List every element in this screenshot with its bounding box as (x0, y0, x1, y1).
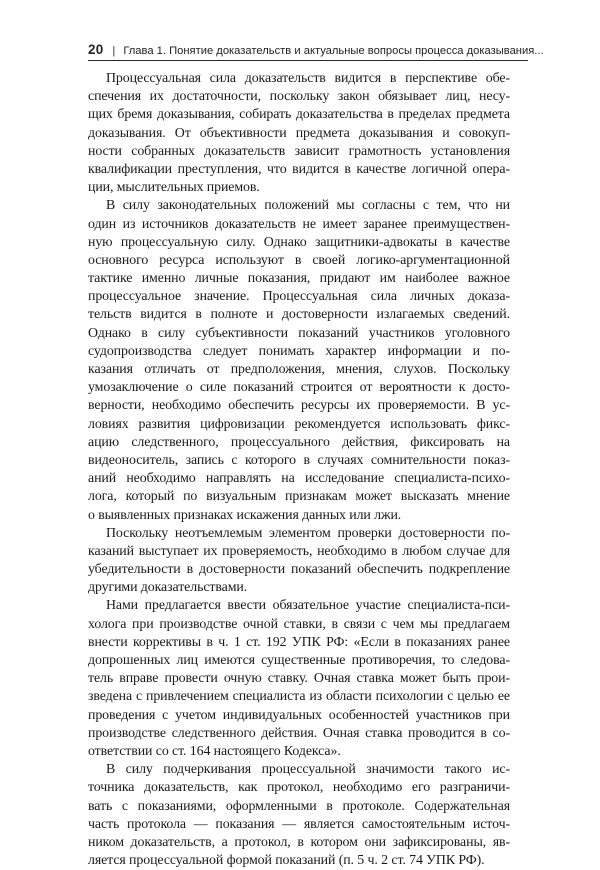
paragraph (88, 525, 510, 598)
text-line: спечения их достаточности, поскольку закон обязывает лиц, несу- (88, 89, 510, 105)
text-line: холога при производстве очной ставки, в связи с чем мы предлагаем (88, 616, 510, 632)
text-line: другими доказательствами. (88, 580, 248, 596)
body-text (88, 70, 510, 870)
paragraph (88, 70, 510, 197)
header-rule (88, 60, 528, 61)
text-line: В силу подчеркивания процессуальной значимости такого ис- (106, 762, 510, 778)
text-line: казания отличать от предположения, мнения, слухов. Поскольку (88, 362, 510, 377)
text-line: Нами предлагается ввести обязательное участие специалиста-пси- (106, 598, 510, 614)
text-line: ацию следственного, процессуального действия, фиксировать на (88, 434, 510, 450)
text-line: о выявленных признаках искажения данных или лжи. (88, 507, 402, 523)
text-line: тактике именно личные показания, придают им наиболее важное (88, 271, 510, 287)
text-line: умозаключение о силе показаний строится от вероятности к досто- (88, 380, 510, 396)
paragraph (88, 761, 510, 870)
text-line: основного ресурса используют в своей логико-аргументационной (88, 252, 510, 268)
paragraph (88, 597, 510, 761)
text-line: часть протокола — показания — является самостоятельным источ- (88, 816, 510, 832)
text-line: казаний выступает их проверяемость, необходимо в любом случае для (88, 543, 510, 559)
text-line: лога, который по визуальным признакам может высказать мнение (88, 489, 510, 505)
paragraph (88, 197, 510, 524)
text-line: ляется процессуальной формой показаний (п. 5 ч. 2 ст. 74 УПК РФ). (88, 853, 485, 869)
text-line: ловиях развития цифровизации рекомендуется использовать фикс- (88, 416, 510, 432)
text-line: щих бремя доказывания, собирать доказательства в пределах предмета (88, 107, 510, 123)
text-line: Однако в силу субъективности показаний участников уголовного (88, 325, 510, 341)
text-line: вать с показаниями, оформленными в протоколе. Содержательная (88, 798, 510, 814)
text-line: квалификации преступления, что видится в качестве логичной опера- (88, 161, 510, 177)
running-head (88, 40, 544, 60)
text-line: зведена с привлечением специалиста из области психологии с целью ее (88, 689, 510, 705)
text-line: тель вправе провести очную ставку. Очная ставка может быть прои- (88, 671, 510, 687)
text-line: ответствии со ст. 164 настоящего Кодекса». (88, 743, 341, 759)
text-line: точника доказательств, как протокол, необходимо его разграничи- (88, 780, 510, 796)
text-line: В силу законодательных положений мы согласны с тем, что ни (106, 198, 510, 214)
text-line: Поскольку неотъемлемым элементом проверки достоверности по- (106, 525, 510, 541)
page-number: 20 (88, 42, 104, 57)
text-line: Процессуальная сила доказательств видится в перспективе обе- (106, 71, 510, 86)
text-line: ником доказательств, а протокол, в котором они зафиксированы, яв- (88, 834, 510, 850)
header-separator: | (112, 45, 116, 57)
text-line: проведения с учетом индивидуальных особенностей участников при (88, 707, 510, 723)
text-line: судопроизводства следует понимать характер информации и по- (88, 343, 510, 359)
text-line: убедительности в достоверности показаний обеспечить подкрепление (88, 562, 510, 578)
text-line: допрошенных лиц имеются существенные противоречия, то следова- (88, 653, 510, 668)
text-line: доказывания. От объективности предмета доказывания и совокуп- (88, 125, 510, 141)
text-line: один из источников доказательств не имеет заранее преимуществен- (88, 216, 510, 232)
text-line: производстве следственного действия. Очная ставка проводится в со- (88, 725, 510, 741)
text-line: внести коррективы в ч. 1 ст. 192 УПК РФ: «Если в показаниях ранее (88, 634, 510, 650)
text-line: ную процессуальную силу. Однако защитники-адвокаты в качестве (88, 234, 510, 250)
text-line: верности, необходимо обеспечить ресурсы их проверяемости. В ус- (88, 398, 510, 414)
text-line: аний необходимо направлять на исследование специалиста-психо- (88, 471, 510, 487)
text-line: ности собранных доказательств зависит грамотность установления (88, 143, 510, 159)
text-line: процессуальное значение. Процессуальная сила личных доказа- (88, 289, 510, 305)
chapter-title: Глава 1. Понятие доказательств и актуальные вопросы процесса доказывания... (123, 45, 544, 57)
text-line: тельств видится в полноте и достоверности излагаемых сведений. (88, 307, 510, 323)
text-line: ции, мыслительных приемов. (88, 180, 260, 196)
text-line: видеоноситель, запись с которого в случаях сомнительности показ- (88, 452, 510, 468)
